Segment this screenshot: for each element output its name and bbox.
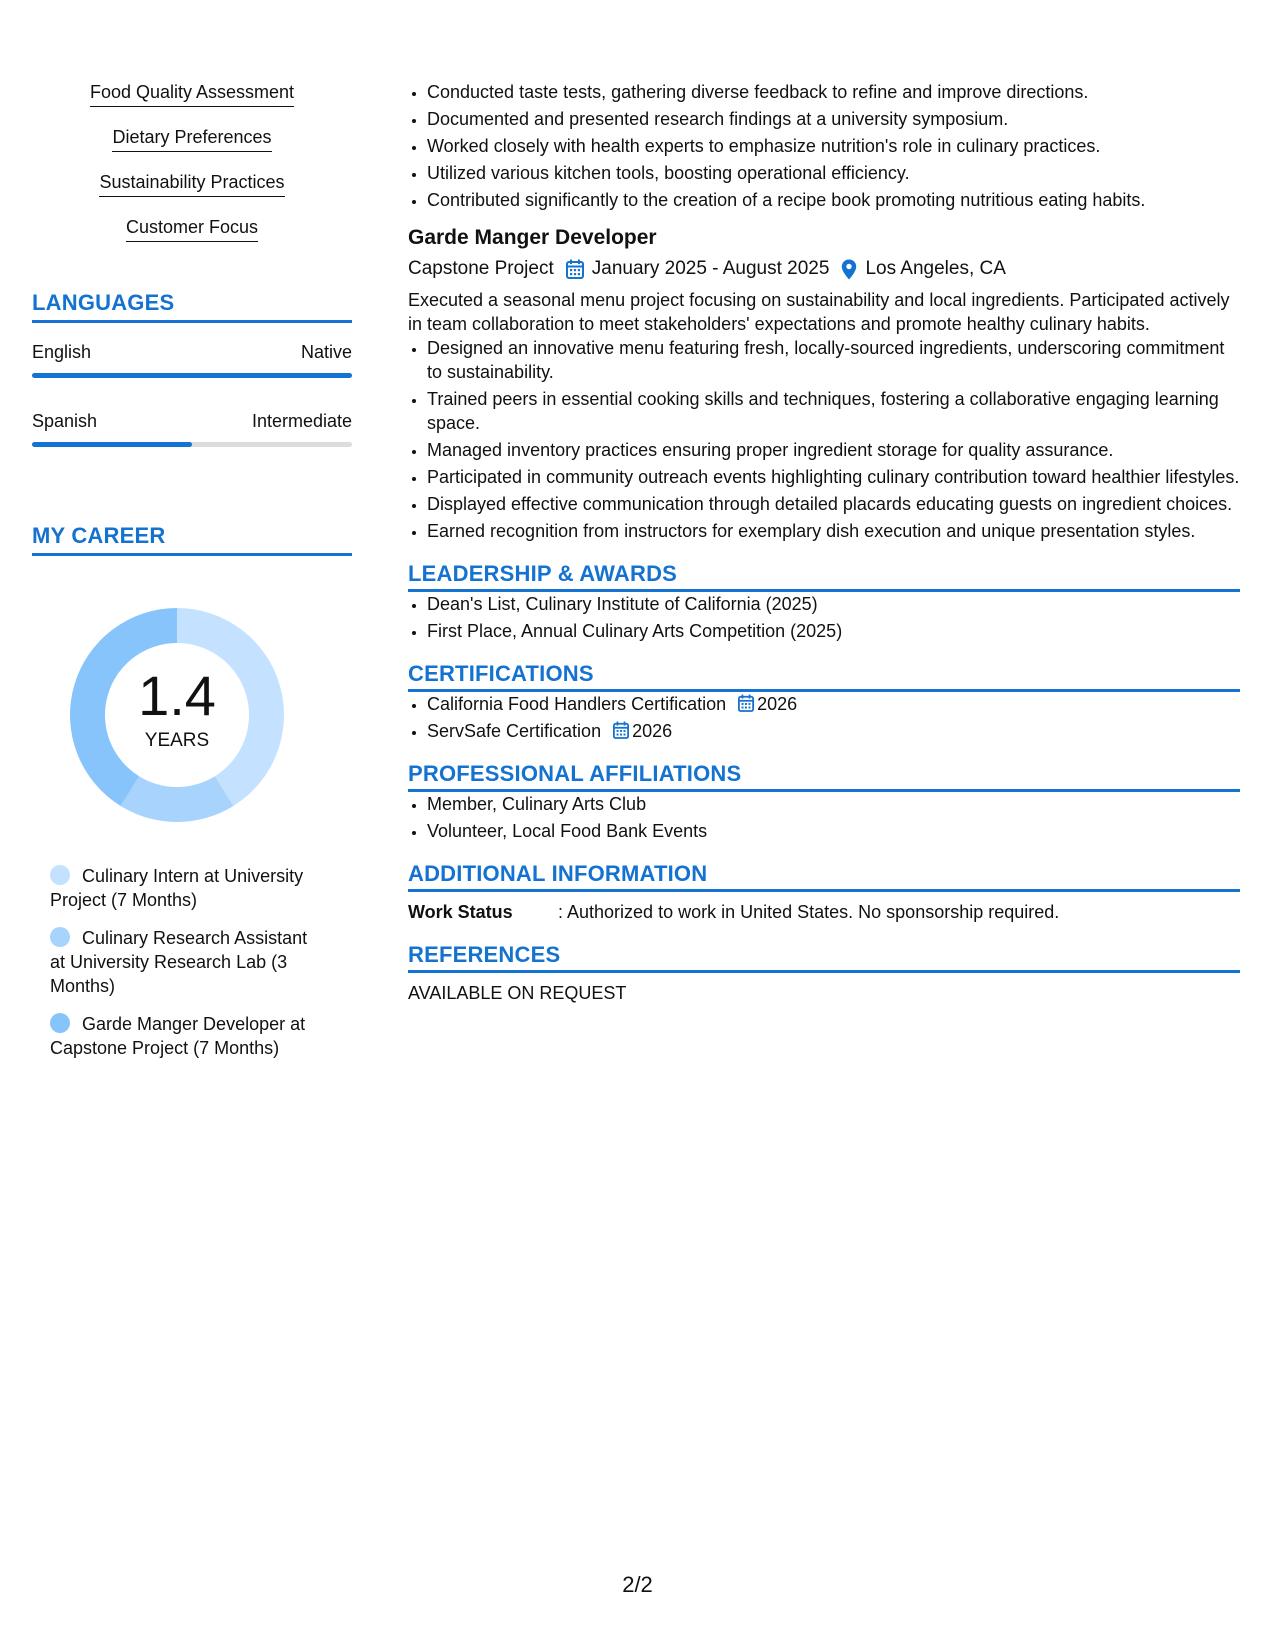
- certifications-list: [408, 692, 1240, 743]
- skill-item: [32, 125, 352, 170]
- skill-label: Dietary Preferences: [112, 125, 271, 152]
- legend-dot: [50, 1013, 70, 1033]
- language-level: Native: [300, 342, 352, 362]
- main-column: [408, 80, 1240, 1005]
- career-legend-item: [50, 1012, 322, 1060]
- bullet-item: • Trained peers in essential cooking skills and techniques, fostering a collaborative engaging learning space.: [427, 387, 1240, 435]
- career-legend: [50, 864, 322, 1060]
- skills-list: [32, 80, 352, 260]
- languages-heading: LANGUAGES: [32, 290, 352, 323]
- references-heading: REFERENCES: [408, 942, 1240, 973]
- map-pin-icon: [841, 259, 857, 280]
- skill-item: [32, 170, 352, 215]
- skill-item: [32, 215, 352, 260]
- work-status-row: [408, 900, 1240, 924]
- sidebar: [32, 80, 352, 1074]
- certification-name: California Food Handlers Certification: [427, 694, 727, 714]
- career-unit: YEARS: [144, 730, 210, 751]
- leadership-heading: LEADERSHIP & AWARDS: [408, 561, 1240, 592]
- language-bar-fill: [32, 373, 352, 378]
- bullet-item: • First Place, Annual Culinary Arts Competition (2025): [427, 619, 1240, 643]
- certification-year: 2026: [632, 721, 673, 741]
- references-text: AVAILABLE ON REQUEST: [408, 983, 627, 1003]
- job-location: Los Angeles, CA: [865, 258, 1006, 279]
- language-level: Intermediate: [251, 411, 352, 431]
- certification-year: 2026: [757, 694, 798, 714]
- leadership-list: [408, 592, 1240, 643]
- previous-job-bullets: [408, 80, 1240, 212]
- language-name: English: [32, 342, 92, 362]
- career-heading: MY CAREER: [32, 523, 352, 556]
- language-item: [32, 410, 352, 447]
- career-donut: [62, 600, 292, 830]
- language-name: Spanish: [32, 411, 98, 431]
- additional-info-heading: ADDITIONAL INFORMATION: [408, 861, 1240, 892]
- language-item: [32, 341, 352, 378]
- job-bullets: [408, 336, 1240, 543]
- calendar-icon: [738, 694, 754, 712]
- job-meta: [408, 254, 1240, 284]
- affiliations-heading: PROFESSIONAL AFFILIATIONS: [408, 761, 1240, 792]
- bullet-item: • Designed an innovative menu featuring fresh, locally-sourced ingredients, underscoring commitment to sustainability.: [427, 336, 1240, 384]
- legend-dot: [50, 865, 70, 885]
- skill-label: Sustainability Practices: [99, 170, 284, 197]
- skill-label: Customer Focus: [126, 215, 258, 242]
- certification-item: [427, 692, 1240, 716]
- page-number: 2/2: [622, 1572, 653, 1597]
- bullet-item: • Utilized various kitchen tools, boosting operational efficiency.: [427, 161, 1240, 185]
- bullet-item: • Conducted taste tests, gathering diverse feedback to refine and improve directions.: [427, 80, 1240, 104]
- bullet-item: • Contributed significantly to the creation of a recipe book promoting nutritious eating habits.: [427, 188, 1240, 212]
- bullet-item: • Member, Culinary Arts Club: [427, 792, 1240, 816]
- career-legend-label: Culinary Intern at University Project (7 Months): [50, 866, 304, 910]
- certification-item: [427, 719, 1240, 743]
- language-bar-fill: [32, 442, 192, 447]
- calendar-icon: [566, 259, 584, 279]
- career-legend-label: Garde Manger Developer at Capstone Project (7 Months): [50, 1014, 306, 1058]
- career-legend-item: [50, 864, 322, 912]
- job-title: Garde Manger Developer: [408, 226, 657, 249]
- job-dates: January 2025 - August 2025: [591, 258, 830, 279]
- job-org: Capstone Project: [408, 258, 554, 279]
- skill-label: Food Quality Assessment: [90, 80, 294, 107]
- calendar-icon: [613, 721, 629, 739]
- certification-name: ServSafe Certification: [427, 721, 602, 741]
- bullet-item: • Documented and presented research findings at a university symposium.: [427, 107, 1240, 131]
- language-bar: [32, 373, 352, 378]
- bullet-item: • Worked closely with health experts to emphasize nutrition's role in culinary practices.: [427, 134, 1240, 158]
- legend-dot: [50, 927, 70, 947]
- career-donut-segment: [121, 776, 234, 822]
- bullet-item: • Volunteer, Local Food Bank Events: [427, 819, 1240, 843]
- work-status-value: : Authorized to work in United States. No sponsorship required.: [558, 902, 1060, 922]
- career-total: 1.4: [138, 664, 216, 727]
- career-legend-label: Culinary Research Assistant at University Research Lab (3 Months): [50, 928, 308, 996]
- affiliations-list: [408, 792, 1240, 843]
- language-bar: [32, 442, 352, 447]
- bullet-item: • Managed inventory practices ensuring proper ingredient storage for quality assurance.: [427, 438, 1240, 462]
- bullet-item: • Participated in community outreach events highlighting culinary contribution toward healthier lifestyles.: [427, 465, 1240, 489]
- certifications-heading: CERTIFICATIONS: [408, 661, 1240, 692]
- bullet-item: • Displayed effective communication through detailed placards educating guests on ingredient choices.: [427, 492, 1240, 516]
- bullet-item: • Dean's List, Culinary Institute of California (2025): [427, 592, 1240, 616]
- skill-item: [32, 80, 352, 125]
- work-status-key: Work Status: [408, 902, 513, 922]
- job-description: Executed a seasonal menu project focusing on sustainability and local ingredients. Participated actively in team collaboration to meet stakeholders' expectations and promote healthy culinary habits.: [408, 290, 1230, 334]
- bullet-item: • Earned recognition from instructors for exemplary dish execution and unique presentation styles.: [427, 519, 1240, 543]
- career-legend-item: [50, 926, 322, 998]
